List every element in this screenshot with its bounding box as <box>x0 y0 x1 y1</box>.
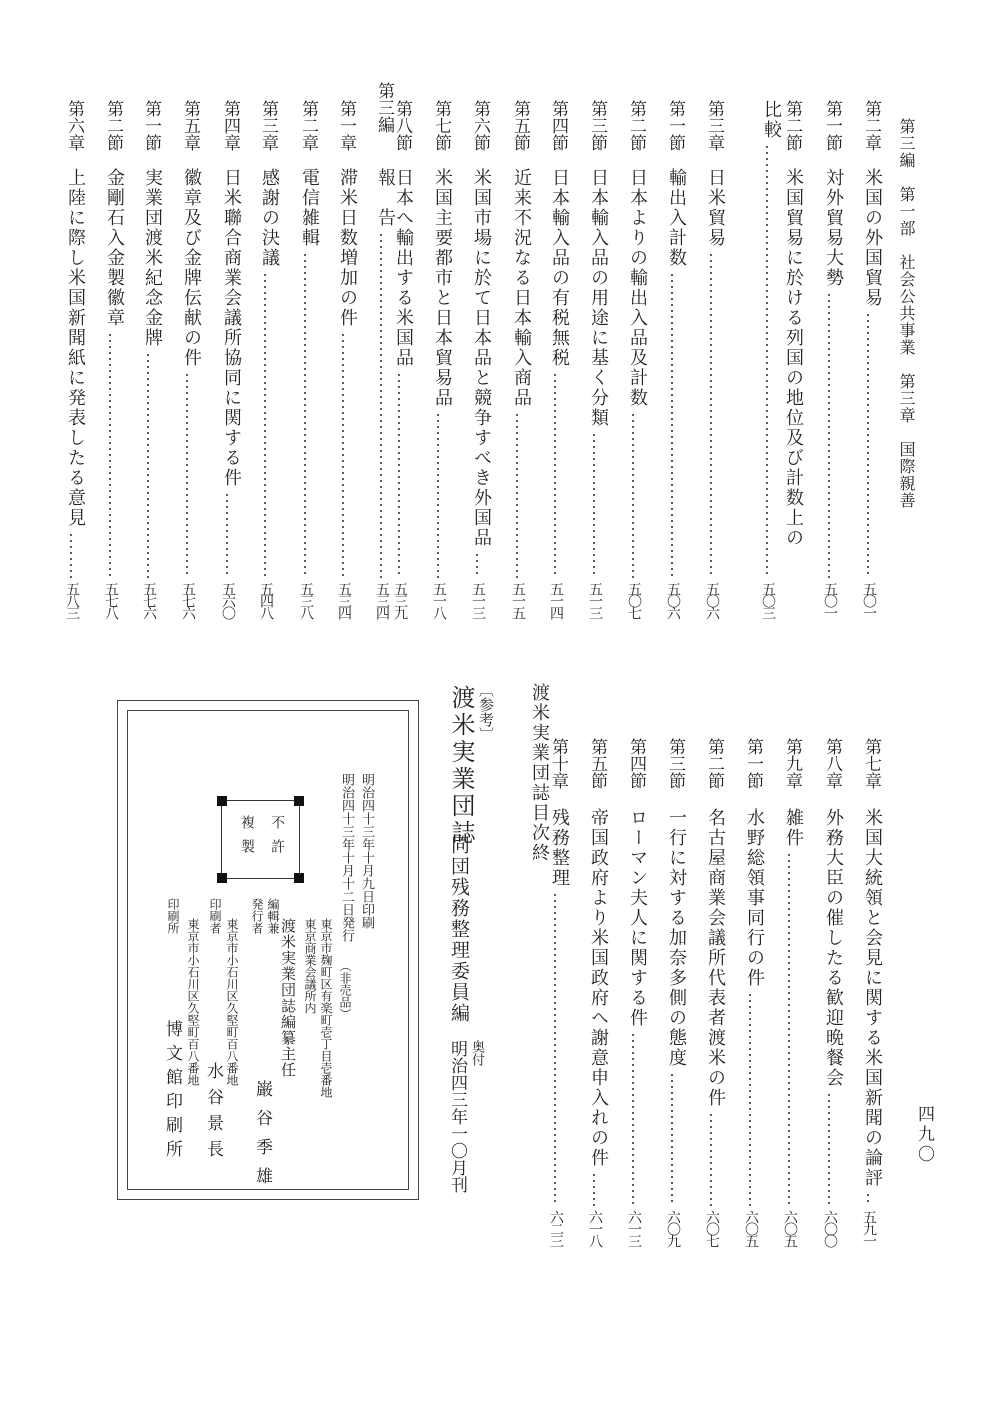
toc-entry-page: 五三四 <box>374 582 390 618</box>
toc-entry-title: 外務大臣の催したる歓迎晩餐会 <box>823 808 844 1088</box>
toc-entry-label: 第三節 <box>665 738 685 789</box>
issue-date: 明治四十三年十月十二日発行 <box>339 773 354 942</box>
toc-entry-page: 五六〇 <box>220 582 236 618</box>
not-for-sale: （非売品） <box>338 960 352 1020</box>
toc-entry-page: 五〇六 <box>665 582 681 618</box>
stamp-border <box>221 800 300 879</box>
toc-entry-page: 六二三 <box>548 1210 564 1246</box>
toc-entry-label: 第三章 <box>258 100 278 151</box>
printer-address: 東京市小石川区久堅町百八番地 <box>225 918 239 1086</box>
toc-leader-dots <box>867 312 869 578</box>
toc-entry-title: 輸出入計数 <box>666 168 687 268</box>
toc-entry-page: 五一八 <box>431 582 447 618</box>
toc-entry-title: 金剛石入金製徽章 <box>104 168 125 328</box>
toc-entry-label: 第三節 <box>587 100 607 151</box>
toc-entry-page: 五七八 <box>103 582 119 618</box>
toc-entry-title: 近来不況なる日本輸入商品 <box>511 168 532 408</box>
toc-entry-label: 第六節 <box>470 100 490 151</box>
toc-entry-label: 第一節 <box>665 100 685 151</box>
toc-entry-label: 第三章 <box>704 100 724 151</box>
editor-organization: 渡米実業団誌編纂主任 <box>279 918 297 1078</box>
book-editor: 同団残務整理委員編 <box>448 835 470 1024</box>
toc-entry-title: 米国の外国貿易 <box>862 168 883 308</box>
toc-entry-page: 六一八 <box>587 1210 603 1246</box>
toc-entry-title: 米国貿易に於ける列国の地位及び計数上の <box>783 168 804 548</box>
toc-leader-dots <box>867 1192 869 1206</box>
printer-role: 印刷者 <box>208 898 222 934</box>
toc-entry-label: 第七章 <box>861 738 881 789</box>
toc-leader-dots <box>342 332 344 578</box>
toc-entry-page: 六〇九 <box>665 1210 681 1246</box>
toc-entry-title: 水野総領事同行の件 <box>744 808 765 988</box>
toc-leader-dots <box>671 1072 673 1206</box>
toc-entry-title: 感謝の決議 <box>259 168 280 268</box>
toc-entry-label: 第五節 <box>587 738 607 789</box>
toc-entry-page: 五三四 <box>336 582 352 618</box>
toc-entry-label: 第一節 <box>822 100 842 151</box>
printshop-name: 博文館印刷所 <box>162 1020 182 1164</box>
toc-entry-label: 第四節 <box>548 100 568 151</box>
toc-entry-title: ローマン夫人に関する件 <box>627 808 648 1028</box>
printshop-address: 東京市小石川区久堅町百八番地 <box>186 918 200 1086</box>
toc-entry-title: 上陸に際し米国新聞紙に発表したる意見 <box>65 168 86 528</box>
toc-entry-label: 第十章 <box>548 738 568 789</box>
toc-entry-page: 五三八 <box>298 582 314 618</box>
page-number: 四九〇 <box>914 1105 934 1165</box>
toc-entry-page: 五八三 <box>64 582 80 618</box>
toc-leader-dots <box>147 352 149 578</box>
toc-entry-label: 第四節 <box>626 738 646 789</box>
toc-entry-title: 徽章及び金牌伝献の件 <box>181 168 202 368</box>
toc-entry-label: 第五章 <box>180 100 200 151</box>
toc-leader-dots <box>632 412 634 578</box>
toc-leader-dots <box>186 372 188 578</box>
toc-leader-dots <box>766 144 768 578</box>
editor-address2: 東京商業会議所内 <box>303 918 317 1014</box>
toc-entry-title: 雑件 <box>783 808 804 848</box>
toc-entry-title: 残務整理 <box>549 808 570 888</box>
toc-entry-label: 第一節 <box>743 738 763 789</box>
toc-entry-label: 第六章 <box>64 100 84 151</box>
stamp-text-left: 複製 <box>239 815 255 863</box>
toc-entry-title: 名古屋商業会議所代表者渡米の件 <box>705 808 726 1108</box>
editor-address: 東京市麹町区有楽町壱丁目壱番地 <box>319 918 333 1098</box>
toc-leader-dots <box>671 272 673 578</box>
toc-entry-page: 五七六 <box>180 582 196 618</box>
toc-entry-page: 六〇五 <box>743 1210 759 1246</box>
toc-leader-dots <box>593 432 595 578</box>
toc-entry-page: 五〇六 <box>704 582 720 618</box>
toc-entry-label: 第八章 <box>822 738 842 789</box>
toc-leader-dots <box>437 412 439 578</box>
toc-leader-dots <box>398 372 400 578</box>
reference-tag: 〔参考〕 <box>477 682 495 742</box>
toc-entry-title: 日本輸入品の用途に基く分類 <box>588 168 609 428</box>
editor-role: 編輯兼 <box>266 898 280 934</box>
toc-entry-label: 第七節 <box>431 100 451 151</box>
toc-entry-label: 第二節 <box>704 738 724 789</box>
toc-entry-label: 第二章 <box>298 100 318 151</box>
toc-leader-dots <box>476 552 478 578</box>
toc-entry-title: 帝国政府より米国政府へ謝意申入れの件 <box>588 808 609 1168</box>
toc-entry-page: 五一五 <box>510 582 526 618</box>
stamp-corner <box>217 796 227 806</box>
stamp-corner <box>294 873 304 883</box>
toc-entry-label: 第四章 <box>220 100 240 151</box>
toc-entry-page: 六一三 <box>626 1210 642 1246</box>
toc-entry-label: 第一節 <box>141 100 161 151</box>
toc-entry-page: 五〇三 <box>760 582 776 618</box>
toc-leader-dots <box>554 372 556 578</box>
toc-entry-title: 日米聯合商業会議所協同に関する件 <box>221 168 242 488</box>
publisher-role: 発行者 <box>250 898 264 934</box>
toc-entry-page: 五〇一 <box>822 582 838 618</box>
toc-end-note: 渡米実業団誌目次終 <box>529 683 550 863</box>
running-header: 第三編 第一部 社会公共事業 第三章 国際親善 <box>897 118 916 509</box>
toc-entry-title: 実業団渡米紀念金牌 <box>142 168 163 348</box>
printshop-role: 印刷所 <box>166 898 180 934</box>
toc-entry-label: 第一章 <box>336 100 356 151</box>
toc-leader-dots <box>632 1032 634 1206</box>
toc-entry-page: 六〇五 <box>782 1210 798 1246</box>
toc-entry-title: 対外貿易大勢 <box>823 168 844 288</box>
stamp-corner <box>294 796 304 806</box>
toc-entry-page: 五九一 <box>861 1210 877 1246</box>
toc-entry-title: 日本よりの輸出入品及計数 <box>627 168 648 408</box>
toc-entry-title: 米国市場に於て日本品と競争すべき外国品 <box>471 168 492 548</box>
toc-entry-title: 米国主要都市と日本貿易品 <box>432 168 453 408</box>
okuzuke-label: 奥付 <box>469 1040 484 1066</box>
toc-leader-dots <box>749 992 751 1206</box>
toc-entry-page: 五〇一 <box>861 582 877 618</box>
toc-entry-label: 第三編 <box>374 82 394 133</box>
toc-entry-title: 日本輸入品の有税無税 <box>549 168 570 368</box>
toc-entry-title: 電信雑輯 <box>299 168 320 248</box>
toc-entry-title: 日本へ輸出する米国品 <box>393 168 414 368</box>
toc-leader-dots <box>70 532 72 578</box>
toc-entry-page: 五一三 <box>470 582 486 618</box>
toc-entry-title: 米国大統領と会見に関する米国新聞の論評 <box>862 808 883 1188</box>
stamp-corner <box>217 873 227 883</box>
toc-entry-label: 第五節 <box>510 100 530 151</box>
toc-entry-label: 第二節 <box>626 100 646 151</box>
toc-entry-page: 五四八 <box>258 582 274 618</box>
book-title: 渡米実業団誌 <box>447 685 475 847</box>
toc-entry-label: 第九章 <box>782 738 802 789</box>
print-date: 明治四十三年十月九日印刷 <box>359 773 374 929</box>
toc-leader-dots <box>828 1092 830 1206</box>
toc-entry-page: 五三九 <box>392 582 408 618</box>
toc-entry-title: 報 告 <box>375 168 396 228</box>
toc-entry-page: 六〇〇 <box>822 1210 838 1246</box>
toc-entry-label: 第八節 <box>392 100 412 151</box>
printer-name: 水谷景長 <box>203 1062 223 1166</box>
copyright-stamp <box>217 796 304 883</box>
stamp-text-right: 不許 <box>269 815 285 863</box>
toc-leader-dots <box>226 492 228 578</box>
toc-entry-page: 五〇七 <box>626 582 642 618</box>
toc-leader-dots <box>593 1172 595 1206</box>
toc-entry-title: 日米貿易 <box>705 168 726 248</box>
toc-leader-dots <box>304 252 306 578</box>
toc-entry-label: 第二章 <box>861 100 881 151</box>
toc-leader-dots <box>788 852 790 1206</box>
toc-leader-dots <box>828 292 830 578</box>
toc-entry-page: 六〇七 <box>704 1210 720 1246</box>
toc-leader-dots <box>516 412 518 578</box>
toc-leader-dots <box>710 1112 712 1206</box>
toc-entry-title: 一行に対する加奈多側の態度 <box>666 808 687 1068</box>
toc-entry-page: 五一四 <box>548 582 564 618</box>
toc-leader-dots <box>710 252 712 578</box>
toc-leader-dots <box>380 232 382 578</box>
toc-entry-title: 滞米日数増加の件 <box>337 168 358 328</box>
toc-leader-dots <box>554 892 556 1206</box>
publication-date: 明治四三年一〇月刊 <box>447 1040 467 1193</box>
toc-entry-label: 第二節 <box>782 100 802 151</box>
toc-leader-dots <box>109 332 111 578</box>
toc-leader-dots <box>264 272 266 578</box>
editor-name: 巌谷季雄 <box>252 1080 272 1196</box>
toc-entry-page: 五七六 <box>141 582 157 618</box>
toc-entry-label: 第二節 <box>103 100 123 151</box>
toc-entry-title: 比較 <box>761 100 782 140</box>
toc-entry-page: 五一三 <box>587 582 603 618</box>
